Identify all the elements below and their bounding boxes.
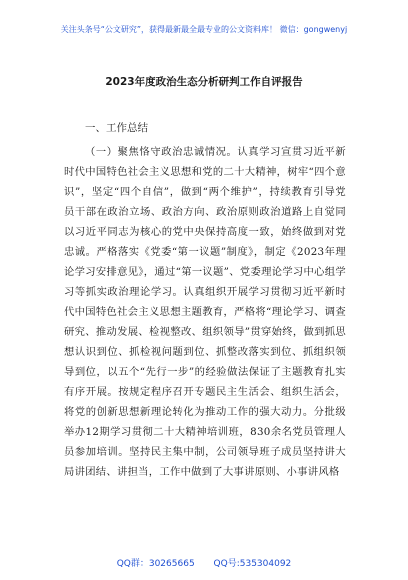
section-heading: 一、工作总结 bbox=[85, 122, 148, 134]
body-paragraph: （一）聚焦恪守政治忠诚情况。认真学习宣贯习近平新时代中国特色社会主义思想和党的二十大精神，树牢“四个意识”，坚定“四个自信”，做到“两个维护”，持续教育引导党员干部在政治立场、政治方向、政治原则政治道路上自觉同以习近平同志为核心的党中央保持高度一致，始终做到对党忠诚。严格落实《党委“第一议题”制度》，制定《2023年理论学习安排意见》，通过“第一议题”、党委理论学习中心组学习等抓实政治理论学习。认真组织开展学习贯彻习近平新时代中国特色社会主义思想主题教育，严格将“理论学习、调查研究、推动发展、检视整改、组织领导”贯穿始终，做到抓思想认识到位、抓检视问题到位、抓整改落实到位、抓组织领导到位，以五个“先行一步”的经验做法保证了主题教育扎实有序开展。按规定程序召开专题民主生活会、组织生活会，将党的创新思想新理论转化为推动工作的强大动力。分批级举办12期学习贯彻二十大精神培训班，830余名党员管理人员参加培训。坚持民主集中制，公司领导班子成员坚持讲大局讲团结、讲担当，工作中做到了大事讲原则、小事讲风格 bbox=[64, 146, 346, 478]
page-header-notice: 关注头条号“公文研究”，获得最新最全最专业的公文资料库！ 微信：gongwenyj bbox=[60, 25, 348, 34]
footer-qq-group: QQ群：30265665 bbox=[116, 559, 195, 569]
footer-qq-number: QQ号:535304092 bbox=[213, 559, 292, 569]
document-body bbox=[64, 118, 346, 572]
document-title: 2023年度政治生态分析研判工作自评报告 bbox=[105, 76, 303, 88]
page-footer bbox=[0, 556, 408, 569]
